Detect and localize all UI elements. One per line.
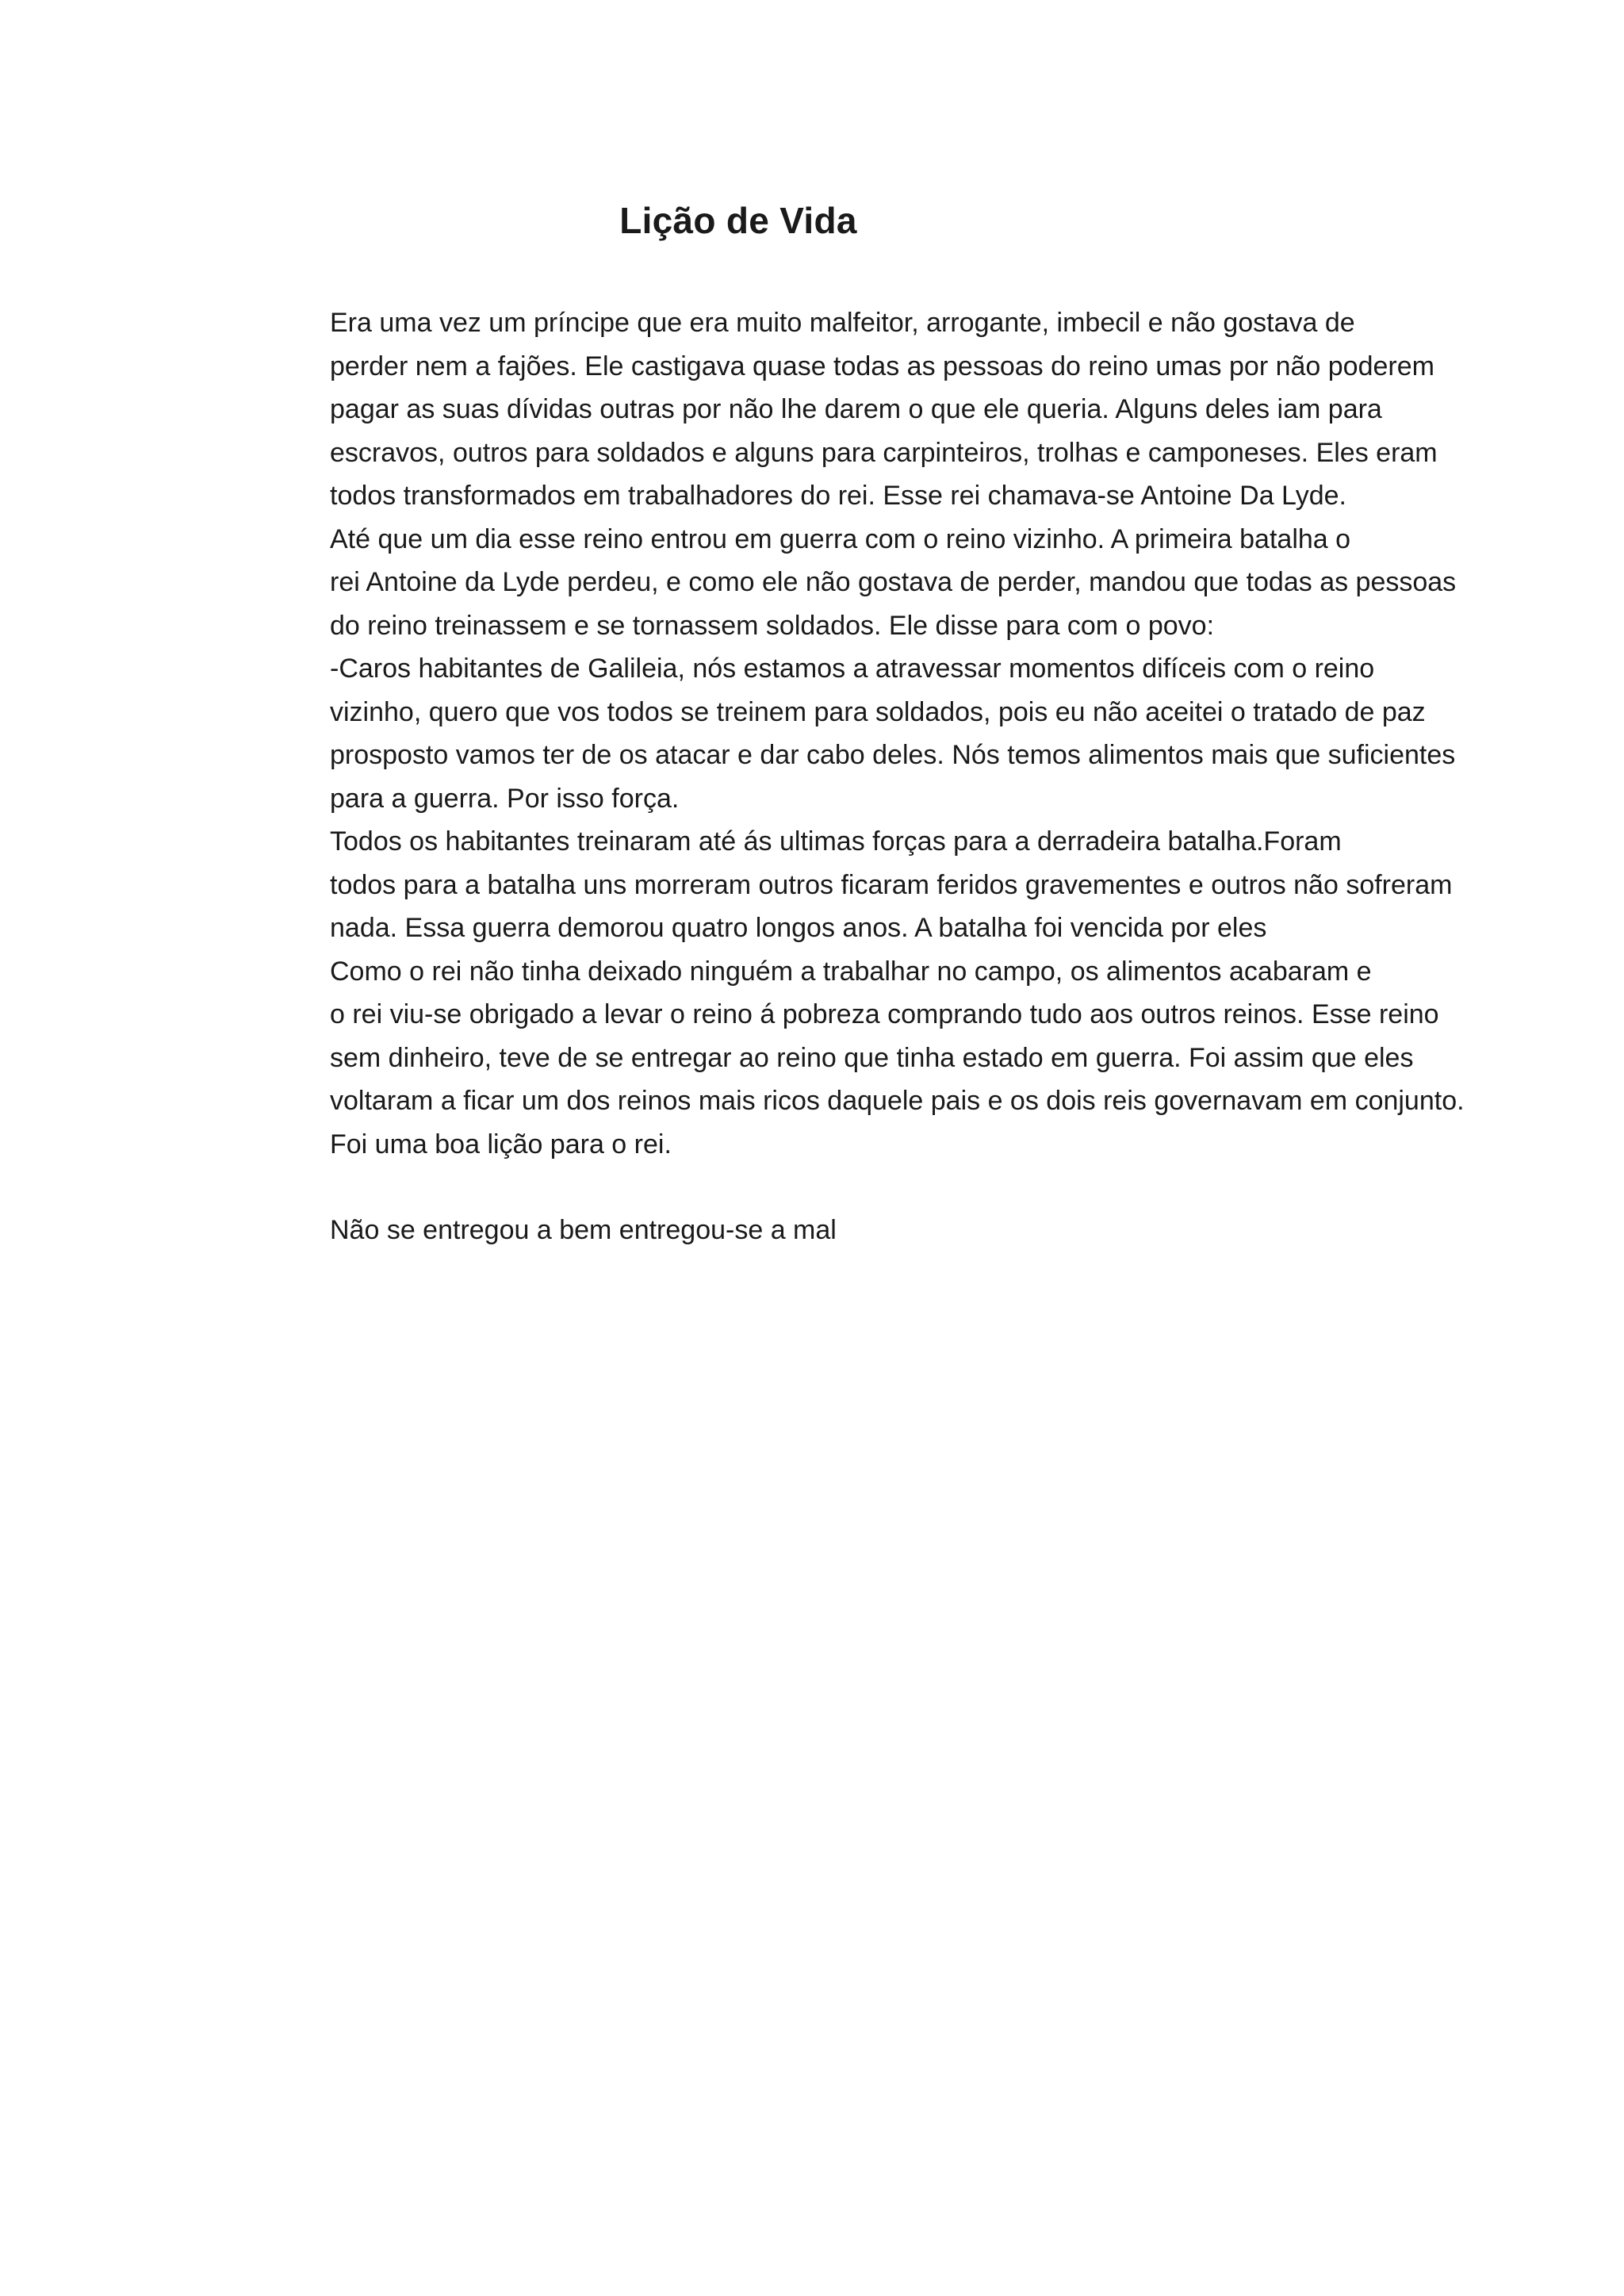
paragraph-line: voltaram a ficar um dos reinos mais ricos daquele pais e os dois reis governavam em conjunto. (330, 1086, 1465, 1116)
paragraph-line: -Caros habitantes de Galileia, nós estamos a atravessar momentos difíceis com o reino (330, 654, 1375, 684)
paragraph-line: sem dinheiro, teve de se entregar ao reino que tinha estado em guerra. Foi assim que eles (330, 1042, 1414, 1073)
paragraph-2 (233, 518, 1457, 648)
paragraph-line: todos transformados em trabalhadores do rei. Esse rei chamava-se Antoine Da Lyde. (330, 481, 1346, 511)
paragraph-4 (233, 820, 1453, 950)
document-title: Lição de Vida (619, 200, 857, 241)
paragraph-line: o rei viu-se obrigado a levar o reino á pobreza comprando tudo aos outros reinos. Esse reino (330, 999, 1439, 1029)
paragraph-5 (233, 950, 1465, 1123)
paragraph-line: Até que um dia esse reino entrou em guerra com o reino vizinho. A primeira batalha o (330, 523, 1351, 554)
paragraph-line: Era uma vez um príncipe que era muito malfeitor, arrogante, imbecil e não gostava de (330, 308, 1355, 338)
paragraph-line: Todos os habitantes treinaram até ás ultimas forças para a derradeira batalha.Foram (330, 826, 1342, 857)
document-body (233, 301, 1465, 1252)
paragraph-line: Foi uma boa lição para o rei. (330, 1129, 672, 1159)
closing-line (233, 1209, 1397, 1252)
paragraph-line: do reino treinassem e se tornassem soldados. Ele disse para com o povo: (330, 610, 1215, 641)
paragraph-line: rei Antoine da Lyde perdeu, e como ele não gostava de perder, mandou que todas as pessoas (330, 567, 1457, 597)
paragraph-line: perder nem a fajões. Ele castigava quase todas as pessoas do reino umas por não poderem (330, 351, 1434, 381)
closing-text: Não se entregou a bem entregou-se a mal (330, 1215, 837, 1245)
paragraph-spacer (233, 1166, 1397, 1209)
paragraph-line: nada. Essa guerra demorou quatro longos anos. A batalha foi vencida por eles (330, 913, 1267, 943)
paragraph-line: Como o rei não tinha deixado ninguém a trabalhar no campo, os alimentos acabaram e (330, 956, 1372, 987)
paragraph-line: vizinho, quero que vos todos se treinem para soldados, pois eu não aceitei o tratado de paz (330, 696, 1426, 727)
paragraph-line: todos para a batalha uns morreram outros ficaram feridos gravementes e outros não sofreram (330, 869, 1453, 900)
paragraph-line: prosposto vamos ter de os atacar e dar cabo deles. Nós temos alimentos mais que suficientes (330, 740, 1456, 770)
paragraph-line: escravos, outros para soldados e alguns para carpinteiros, trolhas e camponeses. Eles eram (330, 437, 1438, 468)
paragraph-3 (233, 647, 1456, 820)
paragraph-6 (233, 1123, 1397, 1167)
paragraph-line: para a guerra. Por isso força. (330, 783, 680, 814)
paragraph-line: pagar as suas dívidas outras por não lhe darem o que ele queria. Alguns deles iam para (330, 394, 1382, 424)
paragraph-1 (233, 301, 1438, 518)
